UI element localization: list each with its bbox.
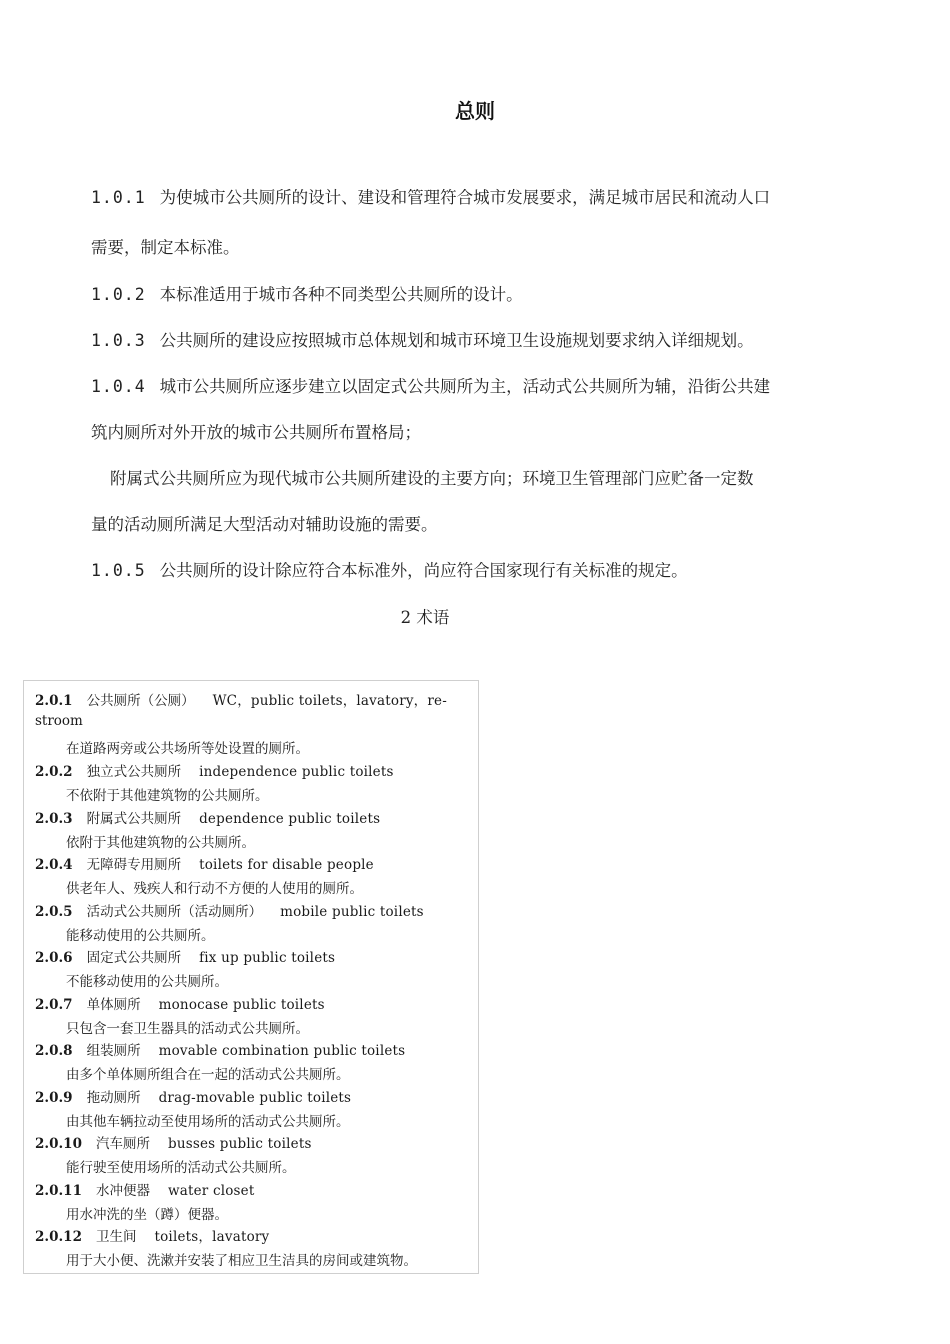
term-chinese: 无障碍专用厕所 — [86, 857, 182, 873]
term-number: 2.0.4 — [35, 857, 73, 873]
term-number: 2.0.3 — [35, 811, 73, 827]
clause-number: 1.0.5 — [91, 561, 146, 580]
term-2-0-12 — [35, 1225, 269, 1245]
term-2-0-11 — [35, 1179, 255, 1199]
clause-text: 城市公共厕所应逐步建立以固定式公共厕所为主，活动式公共厕所为辅，沿街公共建 — [159, 377, 771, 396]
clause-1-0-4-paragraph-2: 附属式公共厕所应为现代城市公共厕所建设的主要方向；环境卫生管理部门应贮备一定数 — [110, 469, 754, 488]
clause-number: 1.0.4 — [91, 377, 146, 396]
term-definition: 用于大小便、洗漱并安装了相应卫生洁具的房间或建筑物。 — [66, 1253, 417, 1269]
term-2-0-6 — [35, 946, 335, 966]
clause-1-0-4-continued: 筑内厕所对外开放的城市公共厕所布置格局； — [91, 423, 421, 442]
term-chinese: 独立式公共厕所 — [86, 764, 182, 780]
term-definition: 由多个单体厕所组合在一起的活动式公共厕所。 — [66, 1067, 350, 1083]
clause-text: 公共厕所的设计除应符合本标准外，尚应符合国家现行有关标准的规定。 — [159, 561, 688, 580]
clause-1-0-2 — [91, 281, 871, 305]
clause-1-0-3 — [91, 327, 871, 351]
term-english: WC，public toilets，lavatory，re- — [212, 693, 447, 709]
term-2-0-5 — [35, 900, 424, 920]
term-english-continued: stroom — [35, 713, 83, 729]
terms-table — [23, 680, 479, 1274]
term-chinese: 活动式公共厕所（活动厕所） — [86, 904, 263, 920]
term-number: 2.0.8 — [35, 1043, 73, 1059]
term-number: 2.0.12 — [35, 1229, 82, 1245]
term-english: fix up public toilets — [199, 950, 336, 966]
term-english: mobile public toilets — [280, 904, 424, 920]
term-english: busses public toilets — [167, 1136, 312, 1152]
section-title: 2 术语 — [400, 608, 450, 627]
term-2-0-7 — [35, 993, 325, 1013]
page-title: 总则 — [455, 99, 495, 123]
term-number: 2.0.10 — [35, 1136, 82, 1152]
term-english: water closet — [167, 1183, 255, 1199]
term-number: 2.0.1 — [35, 693, 73, 709]
term-2-0-3 — [35, 807, 380, 827]
term-number: 2.0.7 — [35, 997, 73, 1013]
clause-1-0-5 — [91, 557, 871, 581]
term-chinese: 汽车厕所 — [95, 1136, 150, 1152]
clause-number: 1.0.3 — [91, 331, 146, 350]
term-2-0-1 — [35, 689, 447, 709]
term-2-0-2 — [35, 760, 394, 780]
clause-text: 本标准适用于城市各种不同类型公共厕所的设计。 — [159, 285, 523, 304]
clause-1-0-1 — [91, 184, 871, 208]
clause-1-0-4 — [91, 373, 871, 397]
term-definition: 用水冲洗的坐（蹲）便器。 — [66, 1207, 228, 1223]
term-2-0-10 — [35, 1132, 312, 1152]
term-english: movable combination public toilets — [158, 1043, 406, 1059]
term-chinese: 拖动厕所 — [86, 1090, 141, 1106]
term-chinese: 水冲便器 — [95, 1183, 150, 1199]
term-number: 2.0.11 — [35, 1183, 82, 1199]
term-english: toilets，lavatory — [154, 1229, 270, 1245]
clause-text: 为使城市公共厕所的设计、建设和管理符合城市发展要求，满足城市居民和流动人口 — [159, 188, 771, 207]
term-definition: 不能移动使用的公共厕所。 — [66, 974, 228, 990]
term-number: 2.0.9 — [35, 1090, 73, 1106]
term-chinese: 卫生间 — [95, 1229, 137, 1245]
term-definition: 依附于其他建筑物的公共厕所。 — [66, 835, 255, 851]
term-definition: 由其他车辆拉动至使用场所的活动式公共厕所。 — [66, 1114, 350, 1130]
clause-1-0-4-paragraph-2-continued: 量的活动厕所满足大型活动对辅助设施的需要。 — [91, 515, 438, 534]
term-chinese: 附属式公共厕所 — [86, 811, 182, 827]
term-chinese: 单体厕所 — [86, 997, 141, 1013]
clause-number: 1.0.2 — [91, 285, 146, 304]
clause-text: 公共厕所的建设应按照城市总体规划和城市环境卫生设施规划要求纳入详细规划。 — [159, 331, 754, 350]
term-number: 2.0.2 — [35, 764, 73, 780]
term-definition: 在道路两旁或公共场所等处设置的厕所。 — [66, 741, 309, 757]
term-2-0-8 — [35, 1039, 405, 1059]
term-english: toilets for disable people — [199, 857, 374, 873]
term-english: drag-movable public toilets — [158, 1090, 352, 1106]
term-english: monocase public toilets — [158, 997, 325, 1013]
term-number: 2.0.6 — [35, 950, 73, 966]
term-definition: 不依附于其他建筑物的公共厕所。 — [66, 788, 269, 804]
clause-number: 1.0.1 — [91, 188, 146, 207]
term-definition: 只包含一套卫生器具的活动式公共厕所。 — [66, 1021, 309, 1037]
term-2-0-4 — [35, 853, 374, 873]
term-2-0-9 — [35, 1086, 351, 1106]
term-chinese: 组装厕所 — [86, 1043, 141, 1059]
term-chinese: 公共厕所（公厕） — [86, 693, 195, 709]
term-definition: 能移动使用的公共厕所。 — [66, 928, 215, 944]
term-english: dependence public toilets — [199, 811, 381, 827]
term-english: independence public toilets — [199, 764, 394, 780]
term-chinese: 固定式公共厕所 — [86, 950, 182, 966]
clause-1-0-1-continued: 需要，制定本标准。 — [91, 238, 240, 257]
term-number: 2.0.5 — [35, 904, 73, 920]
term-definition: 能行驶至使用场所的活动式公共厕所。 — [66, 1160, 296, 1176]
term-definition: 供老年人、残疾人和行动不方便的人使用的厕所。 — [66, 881, 363, 897]
